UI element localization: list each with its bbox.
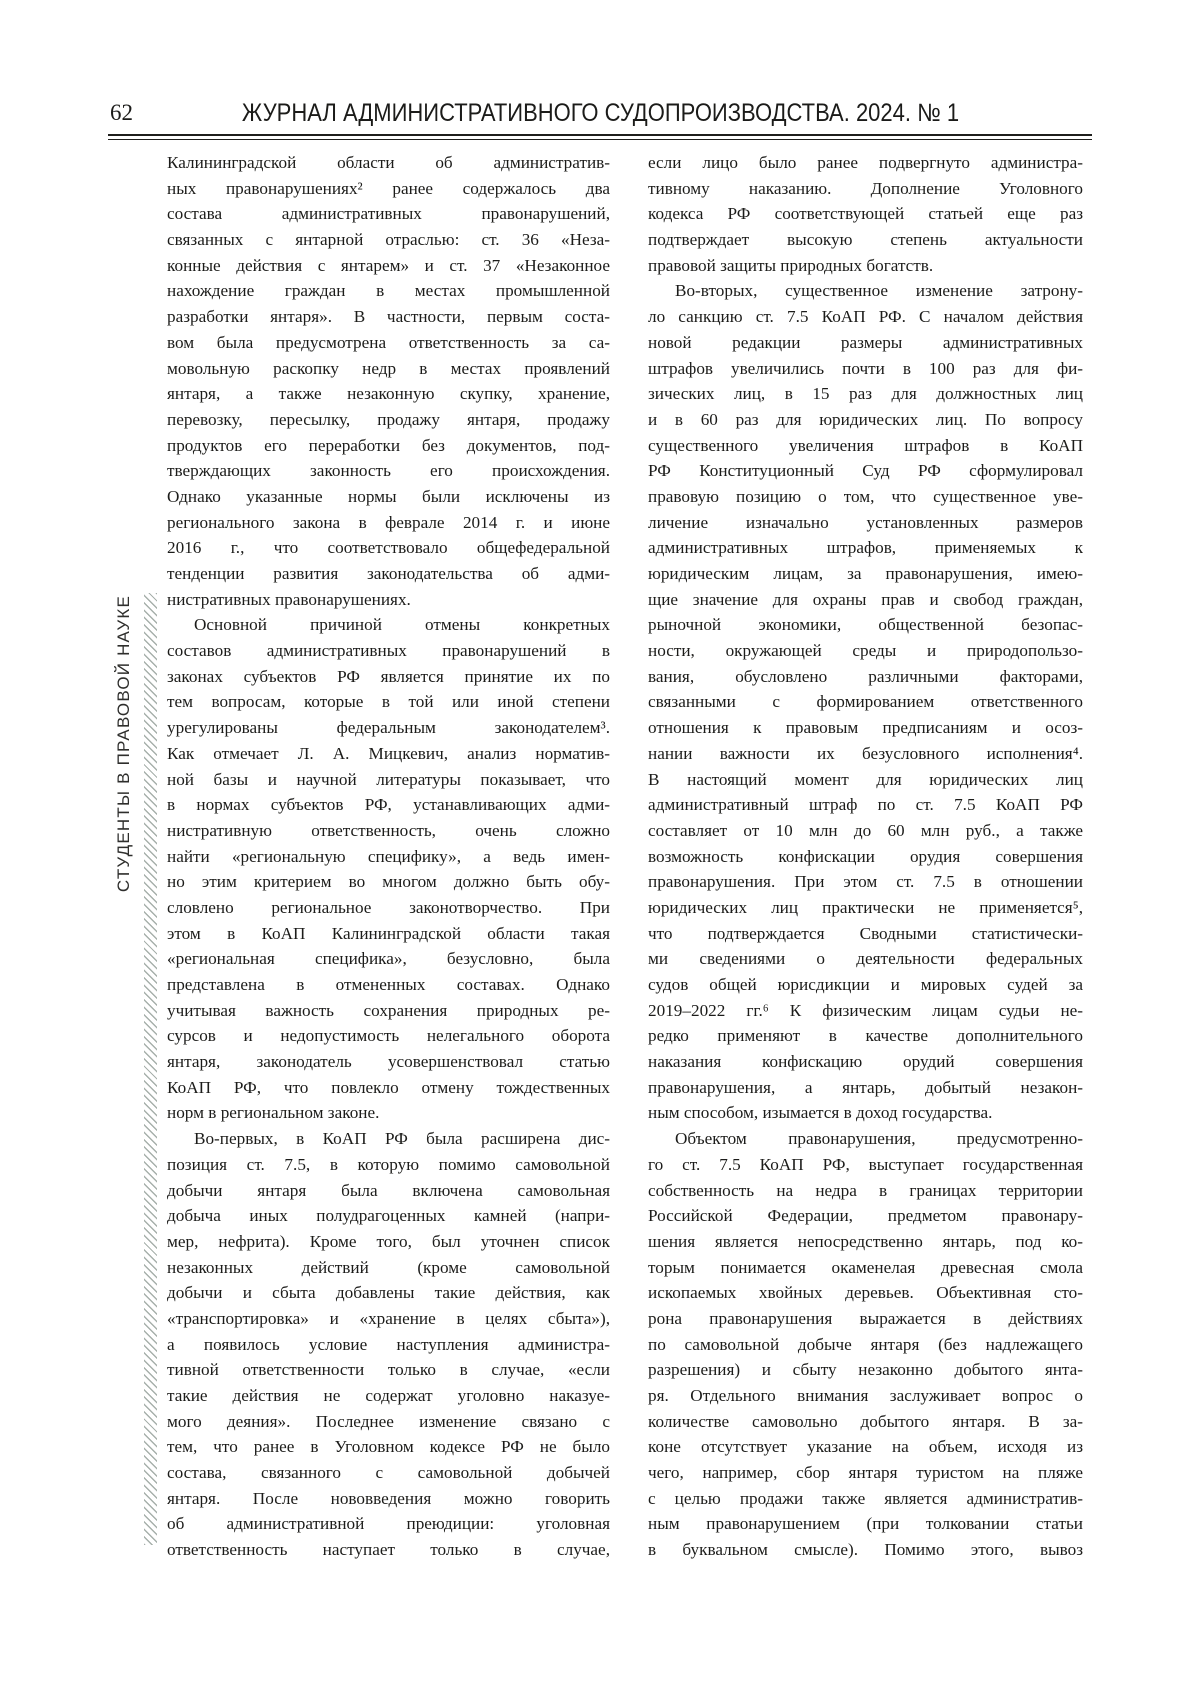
text-line: нахождение граждан в местах промышленной xyxy=(167,281,610,301)
text-line: ископаемых хвойных деревьев. Объективная сто- xyxy=(648,1283,1083,1303)
text-line: ности, окружающей среды и природопользо- xyxy=(648,641,1083,661)
text-line: ми сведениями о деятельности федеральных xyxy=(648,949,1083,969)
hatch-decoration xyxy=(144,593,157,1545)
text-line: разработки янтаря». В частности, первым соста- xyxy=(167,307,610,327)
text-line: административных штрафов, применяемых к xyxy=(648,538,1083,558)
text-line: ответственность наступает только в случае, xyxy=(167,1540,610,1560)
text-line: об административной преюдиции: уголовная xyxy=(167,1514,610,1534)
text-line: этом в КоАП Калининградской области такая xyxy=(167,923,610,943)
text-line: незаконных действий (кроме самовольной xyxy=(167,1257,610,1277)
text-line: конные действия с янтарем» и ст. 37 «Незаконное xyxy=(167,255,610,275)
header-rule xyxy=(108,134,1092,140)
text-line: кодекса РФ соответствующей статьей еще раз xyxy=(648,204,1083,224)
text-line: торым понимается окаменелая древесная смола xyxy=(648,1257,1083,1277)
page-number: 62 xyxy=(110,100,133,125)
text-line: судов общей юрисдикции и мировых судей за xyxy=(648,975,1083,994)
text-line: Во-вторых, существенное изменение затрону- xyxy=(675,281,1083,301)
text-line: юридическим лицам, за правонарушения, имею- xyxy=(648,564,1083,583)
text-line: перевозку, пересылку, продажу янтаря, продажу xyxy=(167,409,610,429)
header xyxy=(108,98,1092,130)
text-line: словлено региональное законотворчество. При xyxy=(167,897,610,917)
text-line: ным способом, изымается в доход государства. xyxy=(648,1103,993,1123)
text-line: возможность конфискации орудия совершения xyxy=(648,846,1083,866)
text-line: мер, нефрита). Кроме того, был уточнен список xyxy=(167,1231,610,1251)
text-line: регионального закона в феврале 2014 г. и июне xyxy=(167,512,610,532)
text-line: Во-первых, в КоАП РФ была расширена дис- xyxy=(194,1129,610,1149)
text-line: продуктов его переработки без документов, под- xyxy=(167,435,610,455)
text-line: ных правонарушениях² ранее содержалось два xyxy=(167,178,610,198)
text-line: составляет от 10 млн до 60 млн руб., а также xyxy=(648,820,1083,840)
text-line: вания, обусловлено различными факторами, xyxy=(648,666,1083,686)
text-line: правонарушения, а янтарь, добытый незакон- xyxy=(648,1077,1083,1097)
text-line: мовольную раскопку недр в местах проявлений xyxy=(167,358,610,378)
text-line: урегулированы федеральным законодателем³. xyxy=(167,718,610,738)
journal-title: ЖУРНАЛ АДМИНИСТРАТИВНОГО СУДОПРОИЗВОДСТВА. 2024. № 1 xyxy=(241,99,959,127)
text-line: в нормах субъектов РФ, устанавливающих адми- xyxy=(167,795,610,815)
text-line: административный штраф по ст. 7.5 КоАП РФ xyxy=(648,795,1083,815)
text-line: собственность на недра в границах территории xyxy=(648,1180,1083,1200)
text-line: «региональная специфика», безусловно, была xyxy=(167,949,610,969)
text-line: добычи янтаря была включена самовольная xyxy=(167,1180,610,1200)
text-line: а появилось условие наступления администра- xyxy=(167,1334,610,1354)
text-line: 2016 г., что соответствовало общефедеральной xyxy=(167,538,610,558)
text-line: с целью продажи также является административ- xyxy=(648,1488,1083,1508)
text-line: личение изначально установленных размеров xyxy=(648,512,1083,532)
text-line: Калининградской области об административ- xyxy=(167,153,610,172)
text-line: связанных с янтарной отраслью: ст. 36 «Неза- xyxy=(167,230,610,250)
text-line: состава, связанного с самовольной добычей xyxy=(167,1463,610,1483)
text-line: правовую позицию о том, что существенное уве- xyxy=(648,486,1083,506)
text-line: юридических лиц практически не применяется⁵, xyxy=(648,897,1083,917)
text-line: тивному наказанию. Дополнение Уголовного xyxy=(648,178,1083,198)
text-line: существенного увеличения штрафов в КоАП xyxy=(648,435,1083,455)
text-line: ря. Отдельного внимания заслуживает вопрос о xyxy=(648,1386,1083,1405)
header-title-wrap xyxy=(108,98,1092,128)
text-line: что подтверждается Сводными статистически- xyxy=(648,923,1083,943)
text-line: Объектом правонарушения, предусмотренно- xyxy=(675,1129,1083,1149)
text-line: нистративных правонарушениях. xyxy=(167,589,411,609)
text-line: чего, например, сбор янтаря туристом на пляже xyxy=(648,1463,1083,1483)
text-line: ным правонарушением (при толковании статьи xyxy=(648,1514,1083,1534)
text-line: сурсов и недопустимость нелегального оборота xyxy=(167,1026,610,1046)
text-line: Однако указанные нормы были исключены из xyxy=(167,486,610,506)
text-line: нании важности их безусловного исполнения⁴. xyxy=(648,743,1083,763)
text-line: составов административных правонарушений в xyxy=(167,641,610,661)
text-line: рона правонарушения выражается в действиях xyxy=(648,1308,1083,1328)
text-line: зических лиц, в 15 раз для должностных лиц xyxy=(648,384,1083,404)
text-line: по самовольной добыче янтаря (без надлежащего xyxy=(648,1334,1083,1354)
text-line: тверждающих законность его происхождения. xyxy=(167,461,610,481)
text-line: наказания конфискацию орудий совершения xyxy=(648,1052,1083,1072)
text-line: представлена в отмененных составах. Однако xyxy=(167,975,610,994)
text-line: Российской Федерации, предметом правонару- xyxy=(648,1206,1083,1226)
left-column xyxy=(167,150,610,1563)
text-line: законах субъектов РФ является принятие их по xyxy=(167,666,610,686)
text-line: добыча иных полудрагоценных камней (напри- xyxy=(167,1206,610,1226)
text-line: правонарушения. При этом ст. 7.5 в отношении xyxy=(648,872,1083,892)
text-line: щие значение для охраны прав и свобод граждан, xyxy=(648,589,1083,609)
text-line: «транспортировка» и «хранение в целях сбыта»), xyxy=(167,1308,610,1328)
text-line: норм в региональном законе. xyxy=(167,1103,380,1123)
text-line: штрафов увеличились почти в 100 раз для фи- xyxy=(648,358,1083,378)
text-line: КоАП РФ, что повлекло отмену тождественных xyxy=(167,1077,610,1097)
text-line: РФ Конституционный Суд РФ сформулировал xyxy=(648,461,1083,481)
text-line: подтверждает высокую степень актуальности xyxy=(648,230,1083,250)
text-line: нистративную ответственность, очень сложно xyxy=(167,820,610,840)
text-line: редко применяют в качестве дополнительного xyxy=(648,1026,1083,1046)
text-line: и в 60 раз для юридических лиц. По вопросу xyxy=(648,409,1083,429)
text-line: в буквальном смысле). Помимо этого, вывоз xyxy=(648,1540,1083,1560)
text-line: мого деяния». Последнее изменение связано с xyxy=(167,1411,610,1431)
sidebar-rubric xyxy=(106,548,142,940)
text-line: го ст. 7.5 КоАП РФ, выступает государственная xyxy=(648,1154,1083,1174)
text-line: коне отсутствует указание на объем, исходя из xyxy=(648,1437,1083,1457)
text-line: тенденции развития законодательства об адми- xyxy=(167,564,610,583)
text-line: но этим критерием во многом должно быть обу- xyxy=(167,872,610,892)
text-line: новой редакции размеры административных xyxy=(648,332,1083,352)
sidebar-rubric-label: СТУДЕНТЫ В ПРАВОВОЙ НАУКЕ xyxy=(114,595,133,893)
text-line: состава административных правонарушений, xyxy=(167,204,610,224)
text-line: связанными с формированием ответственного xyxy=(648,692,1083,712)
text-line: правовой защиты природных богатств. xyxy=(648,255,934,275)
text-line: тивной ответственности только в случае, «если xyxy=(167,1360,610,1380)
text-line: янтаря, а также незаконную скупку, хранение, xyxy=(167,384,610,404)
text-line: шения является непосредственно янтарь, под ко- xyxy=(648,1231,1083,1251)
text-line: ло санкцию ст. 7.5 КоАП РФ. С началом действия xyxy=(648,307,1083,327)
text-line: добычи и сбыта добавлены такие действия, как xyxy=(167,1283,610,1303)
text-line: Как отмечает Л. А. Мицкевич, анализ норматив- xyxy=(167,743,610,763)
text-line: найти «региональную специфику», а ведь имен- xyxy=(167,846,610,866)
text-line: учитывая важность сохранения природных ре- xyxy=(167,1000,610,1020)
text-line: позиция ст. 7.5, в которую помимо самовольной xyxy=(167,1154,610,1174)
text-line: тем, что ранее в Уголовном кодексе РФ не было xyxy=(167,1437,610,1457)
text-line: ной базы и научной литературы показывает, что xyxy=(167,769,610,789)
text-line: разрешения) и сбыту незаконно добытого янта- xyxy=(648,1360,1083,1380)
right-column xyxy=(648,150,1083,1563)
text-line: рыночной экономики, общественной безопас- xyxy=(648,615,1083,635)
text-line: если лицо было ранее подвергнуто администра- xyxy=(648,153,1083,172)
text-line: отношения к правовым предписаниям и осоз- xyxy=(648,718,1083,738)
text-line: В настоящий момент для юридических лиц xyxy=(648,769,1083,789)
text-line: такие действия не содержат уголовно наказуе- xyxy=(167,1386,610,1405)
text-line: янтаря, законодатель усовершенствовал статью xyxy=(167,1052,610,1072)
text-line: количестве самовольно добытого янтаря. В за- xyxy=(648,1411,1083,1431)
text-line: вом была предусмотрена ответственность за са- xyxy=(167,332,610,352)
text-line: 2019–2022 гг.⁶ К физическим лицам судьи не- xyxy=(648,1000,1083,1020)
text-line: Основной причиной отмены конкретных xyxy=(194,615,610,635)
text-line: янтаря. После нововведения можно говорить xyxy=(167,1488,610,1508)
text-line: тем вопросам, которые в той или иной степени xyxy=(167,692,610,712)
